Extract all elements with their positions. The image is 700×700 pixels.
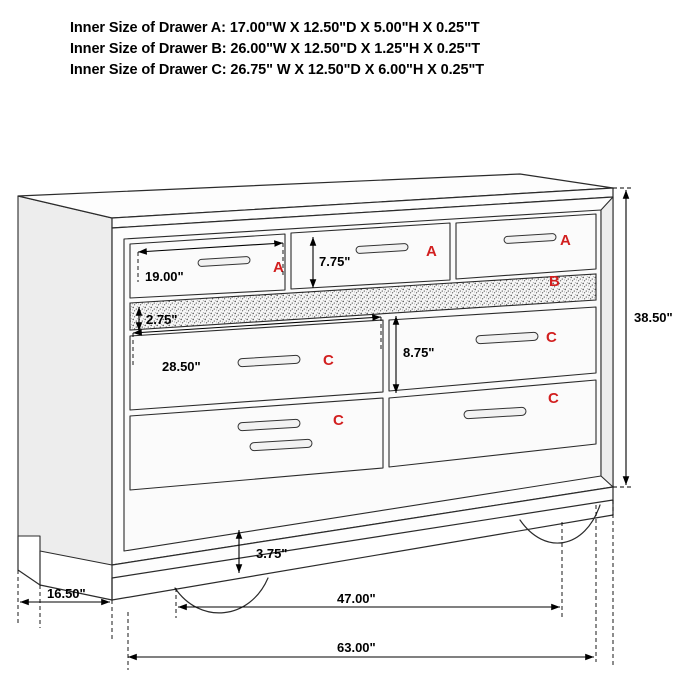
- dim-label-19: 19.00": [145, 269, 184, 284]
- label-a-mid: A: [426, 243, 437, 260]
- spec-line-c: Inner Size of Drawer C: 26.75" W X 12.50"D X 6.00"H X 0.25"T: [70, 62, 484, 78]
- dim-label-375: 3.75": [256, 546, 288, 561]
- dim-label-275: 2.75": [146, 312, 178, 327]
- label-c-left-lower: C: [333, 412, 344, 429]
- label-a-right: A: [560, 232, 571, 249]
- dim-overall-height: [613, 188, 673, 487]
- spec-line-a: Inner Size of Drawer A: 17.00"W X 12.50"D X 5.00"H X 0.25"T: [70, 20, 480, 36]
- dim-label-2850: 28.50": [162, 359, 201, 374]
- cabinet-right-side: [601, 197, 613, 487]
- dim-label-3850: 38.50": [634, 310, 673, 325]
- dim-label-875: 8.75": [403, 345, 435, 360]
- dim-label-1650: 16.50": [47, 586, 86, 601]
- dim-label-6300: 63.00": [337, 640, 376, 655]
- label-c-left-upper: C: [323, 352, 334, 369]
- dim-depth: [18, 570, 112, 640]
- dim-label-775: 7.75": [319, 254, 351, 269]
- label-c-right-lower: C: [548, 390, 559, 407]
- label-c-right-upper: C: [546, 329, 557, 346]
- dim-label-4700: 47.00": [337, 591, 376, 606]
- drawer-a-right: [456, 214, 596, 279]
- drawer-a-left: [130, 234, 285, 298]
- label-a-left: A: [273, 259, 284, 276]
- cabinet-left-side: [18, 196, 112, 565]
- spec-line-b: Inner Size of Drawer B: 26.00"W X 12.50"D X 1.25"H X 0.25"T: [70, 41, 481, 57]
- label-b: B: [549, 273, 560, 290]
